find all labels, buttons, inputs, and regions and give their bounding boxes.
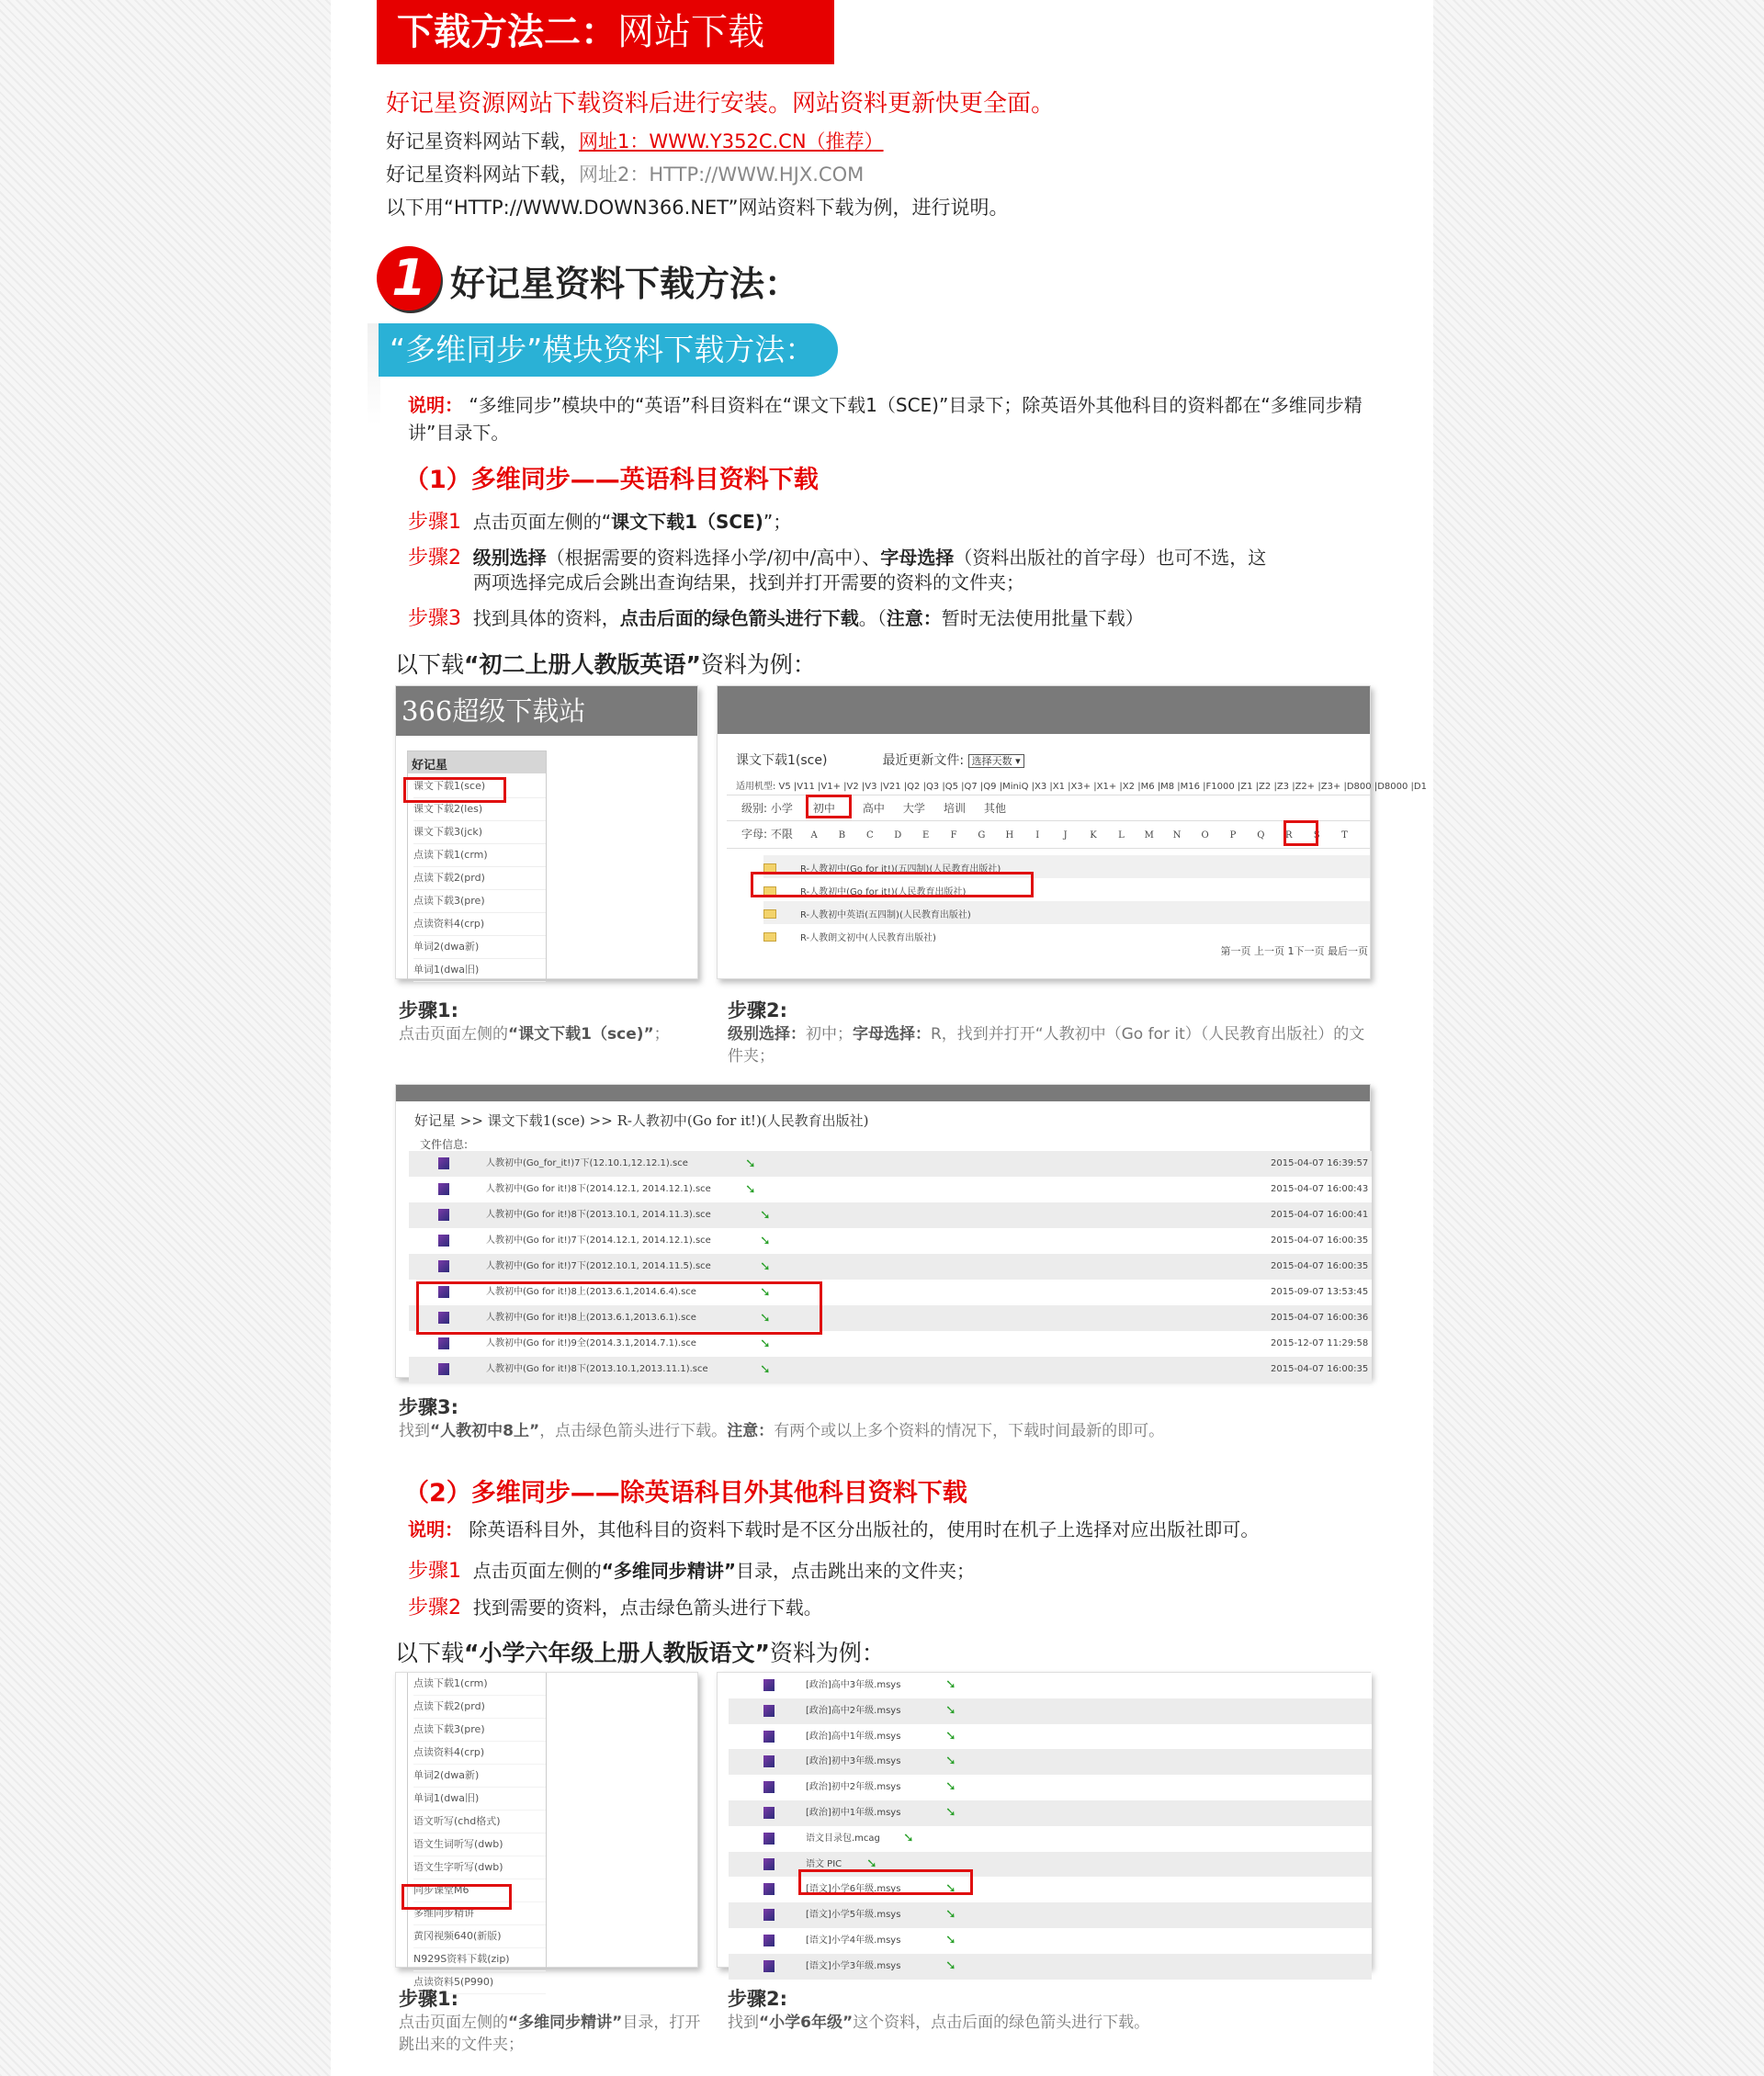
folder-name[interactable]: R-人教初中英语(五四制)(人民教育出版社) <box>800 910 971 920</box>
file-date: 2015-04-07 16:00:43 <box>1271 1184 1369 1194</box>
file-icon <box>763 1833 775 1845</box>
caption-step2: 步骤2: 级别选择：初中；字母选择：R，找到并打开“人教初中（Go for it）（人民教育出版社）的文件夹； <box>728 999 1365 1066</box>
file-row[interactable] <box>729 1698 1372 1724</box>
sidebar-item[interactable]: 语文生字听写(dwb) <box>413 1856 546 1879</box>
sidebar-item[interactable]: 点读下载3(pre) <box>413 1719 546 1742</box>
highlight-box <box>798 1869 973 1895</box>
download-arrow-icon[interactable]: ➘ <box>945 1958 956 1973</box>
download-arrow-icon[interactable]: ➘ <box>945 1754 956 1769</box>
letter-option[interactable]: C <box>866 830 874 841</box>
file-icon <box>438 1337 449 1349</box>
sidebar-item[interactable]: 点读下载2(prd) <box>413 1696 546 1719</box>
screenshot-sidebar <box>395 685 698 979</box>
step-number-badge: 1 <box>377 246 441 310</box>
file-icon <box>438 1363 449 1375</box>
highlight-box <box>403 777 506 803</box>
download-arrow-icon[interactable]: ➘ <box>945 1677 956 1692</box>
screenshot-filter: 课文下载1(sce) 最近更新文件: 选择天数 ▾ 适用机型: V5 |V11 |V1+ |V2 |V3 |V21 |Q2 |Q3 |Q5 |Q7 |Q9 |MiniQ |X3 |X1 |X3+ |X1+ |X2 |M6 |M8 |M16 |F1000 |Z1 |Z2 |Z3 |Z2+ |Z3+ |D800 |D8000 |D1 级别: 小学 初中 高中 大学 培训 其他 字母: 不限 A B C D E F G H I J K L M N O P Q R S T R-人教初中(Go for it!)(五四制)(人民教育出版社) R-人教初中(Go for it!)(人民教育出版社) R-人教初中英语(五四制)(人民教育出版社) R-人教朗文初中(人民教育出版社) 第一页 上一页 1下一页 最后一页 <box>717 685 1371 979</box>
file-name[interactable]: [语文]小学6年级.msys <box>806 1884 901 1895</box>
caption-step1: 步骤1: 点击页面左侧的“课文下载1（sce)”； <box>399 999 670 1044</box>
folder-icon <box>763 932 776 942</box>
site1-line: 好记星资料网站下载，网址1：WWW.Y352C.CN（推荐） <box>386 130 884 152</box>
file-icon <box>763 1960 775 1972</box>
letter-option[interactable]: D <box>894 830 902 841</box>
letter-option[interactable]: A <box>810 830 818 841</box>
site2-line: 好记星资料网站下载，网址2：HTTP://WWW.HJX.COM <box>386 164 865 186</box>
letter-option[interactable]: H <box>1005 830 1014 841</box>
file-name[interactable]: [政治]初中1年级.msys <box>806 1807 901 1818</box>
file-name[interactable]: [政治]高中3年级.msys <box>806 1680 901 1690</box>
file-row[interactable] <box>729 1902 1372 1928</box>
file-icon <box>438 1260 449 1272</box>
file-icon <box>763 1679 775 1691</box>
download-arrow-icon[interactable]: ➘ <box>866 1856 877 1871</box>
file-name[interactable]: 人教初中(Go_for_it!)7下(12.10.1,12.12.1).sce <box>486 1158 688 1168</box>
file-name[interactable]: 人教初中(Go for it!)8下(2014.12.1, 2014.12.1).sce <box>486 1184 711 1194</box>
file-name[interactable]: 人教初中(Go for it!)8上(2013.6.1,2014.6.4).sce <box>486 1287 696 1297</box>
highlight-box <box>416 1281 822 1335</box>
file-row[interactable] <box>409 1228 1372 1254</box>
part2-step2: 步骤2 找到需要的资料，点击绿色箭头进行下载。 <box>408 1596 822 1619</box>
letter-option[interactable]: S <box>1313 830 1320 841</box>
file-icon <box>763 1755 775 1767</box>
file-row[interactable] <box>409 1357 1372 1382</box>
file-row[interactable] <box>409 1151 1372 1177</box>
file-icon <box>763 1731 775 1743</box>
sidebar-item[interactable]: N929S资料下载(zip) <box>413 1948 546 1971</box>
explanation: 说明： “多维同步”模块中的“英语”科目资料在“课文下载1（SCE)”目录下；除英语外其他科目的资料都在“多维同步精讲”目录下。 <box>408 394 1363 444</box>
highlight-box <box>401 1884 512 1910</box>
file-row[interactable] <box>409 1254 1372 1280</box>
breadcrumb: 好记星 >> 课文下载1(sce) >> R-人教初中(Go for it!)(人民教育出版社) <box>414 1112 869 1129</box>
file-date: 2015-04-07 16:39:57 <box>1271 1158 1369 1168</box>
caption-step1-b: 步骤1: 点击页面左侧的“多维同步精讲”目录，打开跳出来的文件夹； <box>399 1988 701 2054</box>
sidebar-item[interactable]: 单词1(dwa旧) <box>413 1788 546 1811</box>
download-arrow-icon[interactable]: ➘ <box>945 1728 956 1743</box>
screenshot-files <box>395 1084 1371 1378</box>
file-row[interactable] <box>729 1826 1372 1852</box>
file-row[interactable] <box>729 1928 1372 1954</box>
file-info-label: 文件信息: <box>420 1138 469 1151</box>
letter-option[interactable]: B <box>838 830 846 841</box>
letter-option[interactable]: I <box>1035 830 1040 841</box>
file-name[interactable]: [政治]高中1年级.msys <box>806 1731 901 1742</box>
file-date: 2015-04-07 16:00:41 <box>1271 1210 1369 1220</box>
file-icon <box>763 1781 775 1793</box>
caption-step3: 步骤3: 找到“人教初中8上”，点击绿色箭头进行下载。注意：有两个或以上多个资料的情况下，下载时间最新的即可。 <box>399 1396 1165 1440</box>
module-pill: “多维同步”模块资料下载方法： <box>379 323 838 377</box>
sidebar-item[interactable]: 单词2(dwa新) <box>413 1765 546 1788</box>
example-2: 以下载“小学六年级上册人教版语文”资料为例： <box>395 1640 885 1666</box>
file-row[interactable] <box>409 1202 1372 1228</box>
file-date: 2015-04-07 16:00:36 <box>1271 1313 1369 1323</box>
sidebar-item[interactable]: 黄冈视频640(新版) <box>413 1925 546 1948</box>
download-arrow-icon[interactable]: ➘ <box>760 1362 771 1377</box>
method-header: 下载方法二：网站下载 <box>377 0 834 64</box>
sidebar-item[interactable]: 单词2(dwa新) <box>413 936 546 959</box>
download-arrow-icon[interactable]: ➘ <box>945 1907 956 1923</box>
file-name[interactable]: 人教初中(Go for it!)8下(2013.10.1,2013.11.1).sce <box>486 1364 708 1374</box>
sidebar-item[interactable]: 课文下载2(les) <box>413 798 546 821</box>
file-date: 2015-04-07 16:00:35 <box>1271 1235 1369 1246</box>
folder-row[interactable] <box>763 901 1370 924</box>
download-arrow-icon[interactable]: ➘ <box>760 1311 771 1326</box>
sidebar-item[interactable]: 点读资料4(crp) <box>413 1742 546 1765</box>
letter-option[interactable]: O <box>1201 830 1209 841</box>
letter-option[interactable]: R <box>1284 830 1293 841</box>
sidebar-item[interactable]: 点读资料5(P990) <box>413 1971 546 1994</box>
download-arrow-icon[interactable]: ➘ <box>945 1702 956 1718</box>
site2-link[interactable]: 网址2：HTTP://WWW.HJX.COM <box>579 164 865 186</box>
letter-option[interactable]: L <box>1118 830 1125 841</box>
letter-option[interactable]: F <box>950 830 957 841</box>
letter-option[interactable]: P <box>1229 830 1237 841</box>
file-date: 2015-09-07 13:53:45 <box>1271 1287 1369 1297</box>
part1-step3: 步骤3 找到具体的资料，点击后面的绿色箭头进行下载。（注意：暂时无法使用批量下载） <box>408 607 1144 630</box>
letter-option[interactable]: E <box>922 830 930 841</box>
section-title: 好记星资料下载方法： <box>450 264 800 304</box>
part2-step1: 步骤1 点击页面左侧的“多维同步精讲”目录，点击跳出来的文件夹； <box>408 1560 976 1583</box>
sidebar-item[interactable]: 多维同步精讲 <box>413 1902 546 1925</box>
file-name[interactable]: 人教初中(Go for it!)7下(2012.10.1, 2014.11.5).sce <box>486 1261 711 1271</box>
part1-step2: 步骤2 级别选择（根据需要的资料选择小学/初中/高中）、字母选择（资料出版社的首字母）也可不选，这 <box>408 547 1267 570</box>
letter-option[interactable]: N <box>1172 830 1182 841</box>
file-icon <box>438 1157 449 1169</box>
highlight-box <box>751 872 1034 897</box>
file-icon <box>763 1883 775 1895</box>
file-name[interactable]: [政治]高中2年级.msys <box>806 1705 901 1716</box>
file-row[interactable] <box>729 1724 1372 1750</box>
download-arrow-icon[interactable]: ➘ <box>760 1337 771 1351</box>
letter-option[interactable]: T <box>1341 830 1348 841</box>
letter-option[interactable]: G <box>978 830 986 841</box>
part1-step1: 步骤1 点击页面左侧的“课文下载1（SCE)”； <box>408 511 792 534</box>
download-arrow-icon[interactable]: ➘ <box>745 1156 756 1171</box>
file-date: 2015-04-07 16:00:35 <box>1271 1261 1369 1271</box>
sidebar-item[interactable]: 点读下载1(crm) <box>413 844 546 867</box>
sidebar-heading: 好记星 <box>408 751 546 773</box>
file-name[interactable]: 人教初中(Go for it!)8下(2013.10.1, 2014.11.3).sce <box>486 1210 711 1220</box>
download-arrow-icon[interactable]: ➘ <box>945 1779 956 1795</box>
download-arrow-icon[interactable]: ➘ <box>945 1804 956 1820</box>
file-icon <box>763 1807 775 1819</box>
sidebar-item[interactable]: 点读资料4(crp) <box>413 913 546 936</box>
file-name[interactable]: 人教初中(Go for it!)9全(2014.3.1,2014.7.1).sce <box>486 1338 696 1348</box>
file-row[interactable] <box>729 1800 1372 1826</box>
folder-name[interactable]: R-人教初中(Go for it!)(五四制)(人民教育出版社) <box>800 864 1001 874</box>
filter-path: 课文下载1(sce) <box>736 753 828 768</box>
sidebar-item[interactable]: 语文生词听写(dwb) <box>413 1833 546 1856</box>
sidebar-item[interactable]: 同步课堂M6 <box>413 1879 546 1902</box>
download-arrow-icon[interactable]: ➘ <box>760 1234 771 1248</box>
folder-icon <box>763 863 776 873</box>
file-icon <box>763 1858 775 1870</box>
subsection-2-title: （2）多维同步——除英语科目外其他科目资料下载 <box>404 1479 967 1507</box>
letter-option[interactable]: J <box>1063 830 1068 841</box>
letter-option[interactable]: K <box>1090 830 1097 841</box>
sidebar-item[interactable]: 点读下载2(prd) <box>413 867 546 890</box>
intro-text: 好记星资源网站下载资料后进行安装。网站资料更新快更全面。 <box>386 90 1056 118</box>
highlight-box <box>806 795 852 818</box>
highlight-box <box>1283 820 1318 846</box>
letter-row: 字母: 不限 A B C D E F G H I J K L M N O P Q R S T <box>741 826 1359 841</box>
file-name[interactable]: [政治]初中2年级.msys <box>806 1782 901 1793</box>
download-arrow-icon[interactable]: ➘ <box>760 1285 771 1300</box>
file-name[interactable]: [语文]小学3年级.msys <box>806 1960 901 1971</box>
download-arrow-icon[interactable]: ➘ <box>945 1932 956 1947</box>
file-name[interactable]: [语文]小学5年级.msys <box>806 1910 901 1921</box>
file-name[interactable]: 语文目录包.mcag <box>806 1833 880 1844</box>
sidebar-item[interactable]: 语文听写(chd格式) <box>413 1811 546 1833</box>
download-arrow-icon[interactable]: ➘ <box>760 1259 771 1274</box>
pagination[interactable]: 第一页 上一页 1下一页 最后一页 <box>1220 945 1368 957</box>
sidebar-item[interactable]: 课文下载1(sce) <box>413 775 546 798</box>
screenshot-subjects <box>717 1672 1371 1973</box>
folder-name[interactable]: R-人教初中(Go for it!)(人民教育出版社) <box>800 887 967 897</box>
letter-option[interactable]: M <box>1144 830 1154 841</box>
page <box>331 0 1433 2076</box>
file-name[interactable]: 人教初中(Go for it!)8上(2013.6.1,2013.6.1).sce <box>486 1313 696 1323</box>
file-name[interactable]: [政治]初中3年级.msys <box>806 1756 901 1767</box>
sidebar-item[interactable]: 点读下载1(crm) <box>413 1673 546 1696</box>
file-row[interactable] <box>409 1177 1372 1202</box>
screenshot-sidebar-2 <box>395 1672 698 1988</box>
file-row[interactable] <box>729 1749 1372 1775</box>
file-name[interactable]: [语文]小学4年级.msys <box>806 1935 901 1946</box>
example-note: 以下用“HTTP://WWW.DOWN366.NET”网站资料下载为例，进行说明。 <box>386 197 1009 219</box>
example-1: 以下载“初二上册人教版英语”资料为例： <box>395 651 816 678</box>
level-row: 级别: 小学 初中 高中 大学 培训 其他 <box>741 802 1006 815</box>
file-date: 2015-12-07 11:29:58 <box>1271 1338 1369 1348</box>
file-row[interactable] <box>729 1775 1372 1800</box>
file-row[interactable] <box>729 1954 1372 1980</box>
sidebar-item[interactable]: 课文下载3(jck) <box>413 821 546 844</box>
file-icon <box>438 1235 449 1247</box>
file-icon <box>438 1183 449 1195</box>
site-banner: 366超级下载站 <box>396 686 697 736</box>
file-date: 2015-04-07 16:00:35 <box>1271 1364 1369 1374</box>
site1-link[interactable]: 网址1：WWW.Y352C.CN（推荐） <box>579 130 884 152</box>
part1-step2-cont: 两项选择完成后会跳出查询结果，找到并打开需要的资料的文件夹； <box>473 571 1024 593</box>
file-icon <box>763 1935 775 1946</box>
file-icon <box>438 1209 449 1221</box>
letter-option[interactable]: Q <box>1257 830 1265 841</box>
file-row[interactable] <box>729 1673 1372 1698</box>
download-arrow-icon[interactable]: ➘ <box>945 1881 956 1897</box>
sidebar-item[interactable]: 单词1(dwa旧) <box>413 959 546 982</box>
file-row[interactable] <box>409 1331 1372 1357</box>
download-arrow-icon[interactable]: ➘ <box>745 1182 756 1197</box>
device-row: 适用机型: V5 |V11 |V1+ |V2 |V3 |V21 |Q2 |Q3 |Q5 |Q7 |Q9 |MiniQ |X3 |X1 |X3+ |X1+ |X2 |M6 |M8 |M16 |F1000 |Z1 |Z2 |Z3 |Z2+ |Z3+ |D800 |D8000 |D1 <box>736 782 1427 792</box>
explanation-2: 说明： 除英语科目外，其他科目的资料下载时是不区分出版社的，使用时在机子上选择对应出版社即可。 <box>408 1518 1260 1540</box>
file-name[interactable]: 语文 PIC <box>806 1858 842 1869</box>
folder-icon <box>763 909 776 919</box>
subsection-1-title: （1）多维同步——英语科目资料下载 <box>404 466 819 494</box>
file-name[interactable]: 人教初中(Go for it!)7下(2014.12.1, 2014.12.1).sce <box>486 1235 711 1246</box>
days-select[interactable]: 选择天数 ▾ <box>968 754 1024 768</box>
file-icon <box>763 1705 775 1717</box>
file-icon <box>763 1909 775 1921</box>
folder-name[interactable]: R-人教朗文初中(人民教育出版社) <box>800 933 936 943</box>
download-arrow-icon[interactable]: ➘ <box>903 1830 914 1845</box>
caption-step2-b: 步骤2: 找到“小学6年级”这个资料，点击后面的绿色箭头进行下载。 <box>728 1988 1150 2032</box>
sidebar-item[interactable]: 点读下载3(pre) <box>413 890 546 913</box>
download-arrow-icon[interactable]: ➘ <box>760 1208 771 1223</box>
